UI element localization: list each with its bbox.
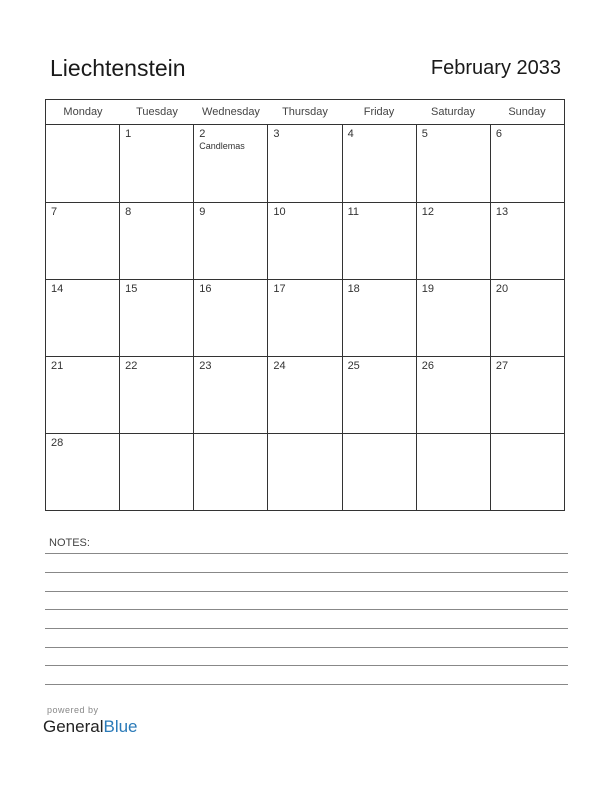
calendar-grid <box>45 99 565 511</box>
day-number: 25 <box>347 360 360 372</box>
day-number: 2 <box>199 128 206 140</box>
day-cell <box>46 434 119 510</box>
day-number: 6 <box>495 128 502 140</box>
day-number: 20 <box>495 283 509 295</box>
weekday-label: Tuesday <box>136 106 178 118</box>
day-number: 14 <box>51 283 64 295</box>
day-number: 28 <box>51 437 64 449</box>
day-number: 19 <box>421 283 434 295</box>
day-number: 18 <box>347 283 360 295</box>
day-cell <box>342 434 416 510</box>
brand-general: General <box>43 717 104 736</box>
weekday-label: Saturday <box>430 106 476 118</box>
day-number: 13 <box>495 206 509 218</box>
day-cell <box>193 357 267 433</box>
day-cell <box>490 203 564 279</box>
day-number: 15 <box>125 283 138 295</box>
day-number: 22 <box>125 360 138 372</box>
day-number: 27 <box>495 360 509 372</box>
day-cell <box>490 125 564 202</box>
day-cell <box>119 357 193 433</box>
week-row <box>46 125 564 202</box>
day-cell <box>193 125 267 202</box>
weekday-label: Monday <box>63 106 103 118</box>
day-number: 1 <box>125 128 132 140</box>
week-row <box>46 356 564 433</box>
day-cell <box>193 280 267 356</box>
notes-label: NOTES: <box>49 537 90 549</box>
generalblue-logo <box>43 717 138 737</box>
day-cell <box>119 125 193 202</box>
day-number: 10 <box>273 206 286 218</box>
week-row <box>46 433 564 510</box>
weekday-label: Sunday <box>508 106 546 118</box>
day-number: 17 <box>273 283 286 295</box>
weekday-label: Wednesday <box>202 106 260 118</box>
day-number: 5 <box>421 128 428 140</box>
day-cell <box>416 125 490 202</box>
day-number: 12 <box>421 206 434 218</box>
day-number: 11 <box>347 206 359 218</box>
day-cell <box>46 125 119 202</box>
day-cell <box>342 203 416 279</box>
day-cell <box>267 280 341 356</box>
day-cell <box>267 125 341 202</box>
day-number: 9 <box>199 206 206 218</box>
day-cell <box>416 357 490 433</box>
day-number: 16 <box>199 283 212 295</box>
powered-by-text: powered by <box>47 705 99 715</box>
day-cell <box>342 125 416 202</box>
day-number: 8 <box>125 206 132 218</box>
day-cell <box>490 280 564 356</box>
day-number: 7 <box>51 206 58 218</box>
day-number: 21 <box>51 360 64 372</box>
weekday-label: Thursday <box>282 106 328 118</box>
day-cell <box>119 434 193 510</box>
holiday-label: Candlemas <box>199 141 245 151</box>
note-line <box>45 572 568 573</box>
day-cell <box>342 280 416 356</box>
week-rows <box>46 125 564 510</box>
day-cell <box>416 434 490 510</box>
day-cell <box>119 203 193 279</box>
day-cell <box>416 280 490 356</box>
note-line <box>45 591 568 592</box>
day-cell <box>46 280 119 356</box>
day-cell <box>46 203 119 279</box>
day-cell <box>490 357 564 433</box>
day-cell <box>416 203 490 279</box>
day-cell <box>490 434 564 510</box>
day-cell <box>267 434 341 510</box>
note-line <box>45 647 568 648</box>
note-line <box>45 665 568 666</box>
day-cell <box>267 357 341 433</box>
weekday-label: Friday <box>363 106 395 118</box>
week-row <box>46 279 564 356</box>
week-row <box>46 202 564 279</box>
weekday-header <box>46 100 564 125</box>
note-line <box>45 628 568 629</box>
day-cell <box>342 357 416 433</box>
day-cell <box>193 203 267 279</box>
month-year: February 2033 <box>430 57 561 79</box>
day-number: 23 <box>199 360 212 372</box>
day-number: 24 <box>273 360 286 372</box>
note-line <box>45 609 568 610</box>
brand-blue: Blue <box>103 717 138 736</box>
day-cell <box>46 357 119 433</box>
page-title: Liechtenstein <box>50 55 186 81</box>
note-line <box>45 684 568 685</box>
day-number: 26 <box>421 360 434 372</box>
day-number: 3 <box>273 128 280 140</box>
note-line <box>45 553 568 554</box>
day-cell <box>119 280 193 356</box>
day-number: 4 <box>347 128 354 140</box>
day-cell <box>267 203 341 279</box>
day-cell <box>193 434 267 510</box>
